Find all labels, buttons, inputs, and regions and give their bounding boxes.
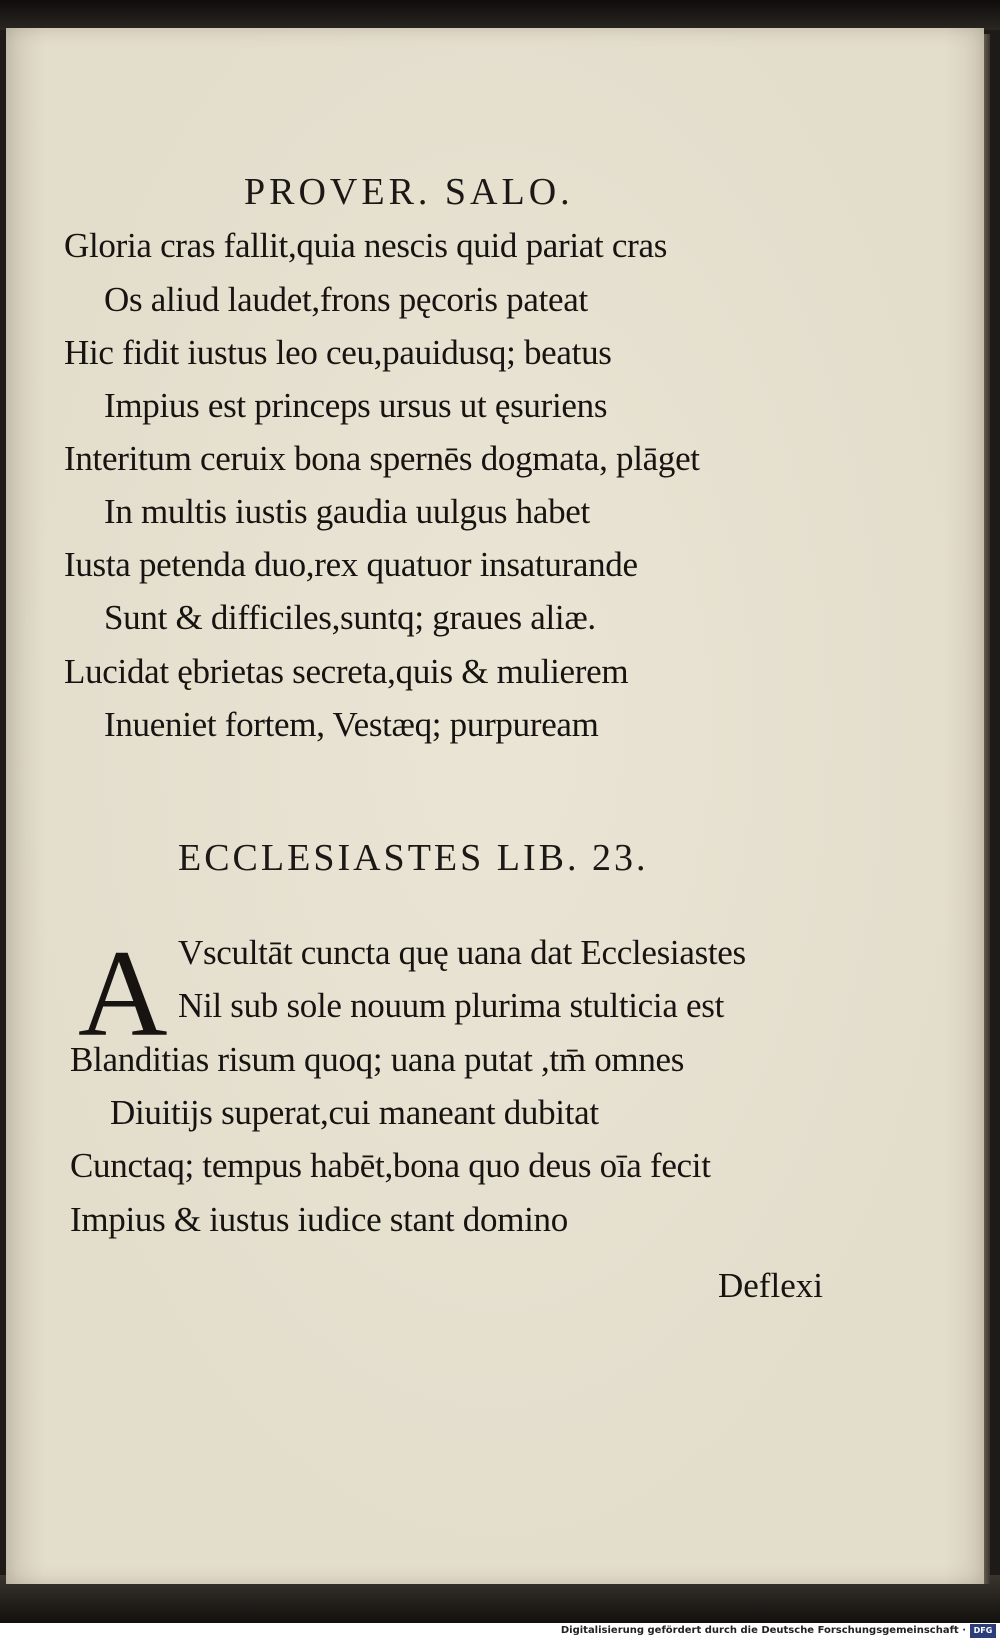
verse-line-15: Cunctaq; tempus habēt,bona quo deus oīa fecit <box>70 1146 711 1185</box>
verse-line-4: Impius est princeps ursus ut ęsuriens <box>104 386 608 425</box>
verse-line-11: Vscultāt cuncta quę uana dat Ecclesiastes <box>178 933 746 972</box>
verse-line-1: Gloria cras fallit,quia nescis quid pariat cras <box>64 226 668 265</box>
digitization-credit: Digitalisierung gefördert durch die Deutsche Forschungsgemeinschaft · <box>560 1625 966 1636</box>
verse-line-10: Inueniet fortem, Vestæq; purpuream <box>104 705 599 744</box>
drop-cap-initial: A <box>78 925 168 1062</box>
verse-line-5: Interitum ceruix bona spernēs dogmata, plāget <box>64 439 700 478</box>
verse-line-3: Hic fidit iustus leo ceu,pauidusq; beatus <box>64 333 612 372</box>
running-head: PROVER. SALO. <box>244 171 574 213</box>
verse-line-14: Diuitijs superat,cui maneant dubitat <box>110 1093 599 1132</box>
verse-line-6: In multis iustis gaudia uulgus habet <box>104 492 590 531</box>
scan-top-edge <box>0 0 1000 30</box>
verse-line-12: Nil sub sole nouum plurima stulticia est <box>178 986 725 1025</box>
verse-line-8: Sunt & difficiles,suntq; graues aliæ. <box>104 598 596 637</box>
verse-line-7: Iusta petenda duo,rex quatuor insaturande <box>64 545 638 584</box>
dfg-logo[interactable]: DFG <box>970 1624 996 1638</box>
verse-line-16: Impius & iustus iudice stant domino <box>70 1200 568 1239</box>
book-page <box>6 28 984 1584</box>
verse-line-9: Lucidat ębrietas secreta,quis & mulierem <box>64 652 629 691</box>
catchword: Deflexi <box>718 1266 823 1305</box>
section-heading: ECCLESIASTES LIB. 23. <box>178 837 649 879</box>
verse-line-13: Blanditias risum quoq; uana putat ,tm̄ omnes <box>70 1040 685 1079</box>
verse-line-2: Os aliud laudet,frons pęcoris pateat <box>104 280 588 319</box>
